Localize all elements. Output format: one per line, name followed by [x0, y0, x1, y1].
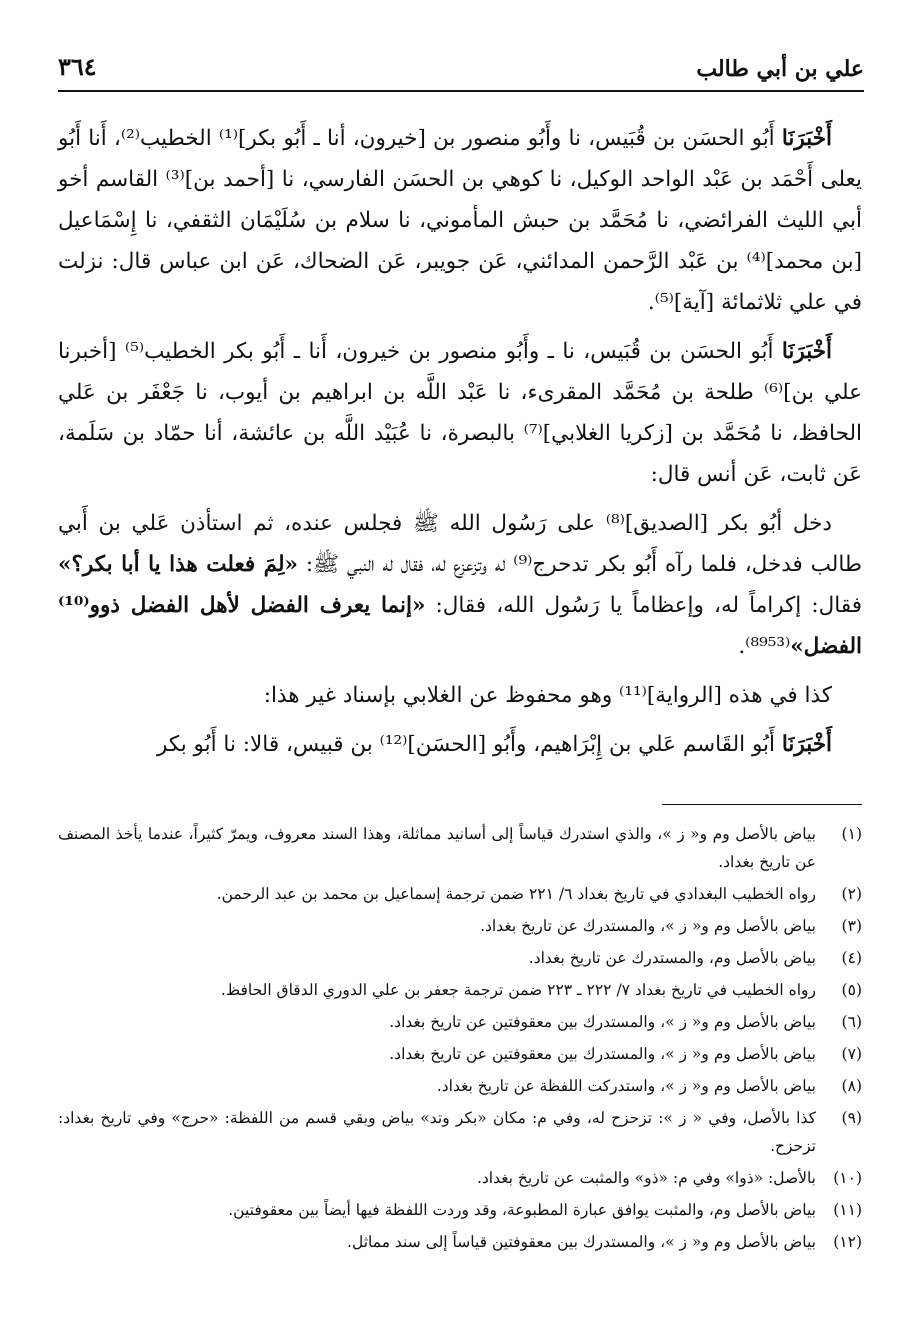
footnote-text: بياض بالأصل وم و« ز »، والذي استدرك قياساً إلى أسانيد مماثلة، وهذا السند معروف، ويمرّ كثيراً، عندما يأخذ المصنف عن تاريخ بغداد. — [58, 825, 816, 871]
paragraph-text: فقال: إكراماً له، وإعظاماً يا رَسُول الله، فقال: — [425, 593, 862, 618]
paragraph-4 — [58, 675, 862, 716]
footnote — [58, 1072, 862, 1100]
paragraph-1 — [58, 118, 862, 323]
footnote-text: بالأصل: «ذوا» وفي م: «ذو» والمثبت عن تاريخ بغداد. — [476, 1169, 816, 1187]
footnote — [58, 1228, 862, 1256]
page-number: ٣٦٤ — [58, 52, 97, 81]
footnote-text: بياض بالأصل وم، والمثبت يوافق عبارة المطبوعة، وقد وردت اللفظة فيها أيضاً بين معقوفتين. — [228, 1201, 816, 1219]
footnote-number: (٢) — [841, 885, 862, 903]
footnote-number: (١٠) — [833, 1169, 862, 1187]
footnote-text: بياض بالأصل وم و« ز »، واستدركت اللفظة عن تاريخ بغداد. — [436, 1077, 816, 1095]
footnote — [58, 820, 862, 876]
footnote — [58, 944, 862, 972]
footnote — [58, 1008, 862, 1036]
footnote-number: (٥) — [841, 981, 862, 999]
footnote-separator — [662, 804, 862, 805]
footnote-number: (١٢) — [833, 1233, 862, 1251]
footnote-text: رواه الخطيب في تاريخ بغداد ٧/ ٢٢٢ ـ ٢٢٣ ضمن ترجمة جعفر بن علي الدوري الدقاق الحافظ. — [220, 981, 816, 999]
paragraph-text: كذا في هذه [الرواية]⁽¹¹⁾ وهو محفوظ عن الغلابي بإسناد غير هذا: — [263, 683, 832, 708]
footnote-number: (١) — [841, 825, 862, 843]
footnote-text: بياض بالأصل وم و« ز »، والمستدرك بين معقوفتين قياساً إلى سند مماثل. — [347, 1233, 816, 1251]
footnote — [58, 1164, 862, 1192]
footnote — [58, 912, 862, 940]
footnote — [58, 1104, 862, 1160]
paragraph-text: أَبُو الحسَن بن قُبَيس، نا وأَبُو منصور بن [خيرون، أنا ـ أَبُو بكر]⁽¹⁾ الخطيب⁽²⁾، أَنا أَبُو يعلى أَحْمَد بن عَبْد الواحد الوكيل، نا كوهي بن الحسَن الفارسي، نا [أحمد بن]⁽³⁾ القاسم أخو أبي الليث الفرائضي، نا مُحَمَّد بن حبش المأموني، نا سلام بن سُلَيْمَان الثقفي، نا إِسْمَاعيل [بن محمد]⁽⁴⁾ بن عَبْد الرَّحمن المدائني، عَن جويبر، عَن الضحاك، عَن ابن عباس قال: نزلت في علي ثلاثمائة [آية]⁽⁵⁾. — [58, 126, 863, 315]
footnote — [58, 976, 862, 1004]
footnote-text: رواه الخطيب البغدادي في تاريخ بغداد ٦/ ٢٢١ ضمن ترجمة إسماعيل بن محمد بن عبد الرحمن. — [216, 885, 816, 903]
running-title: علي بن أبي طالب — [696, 56, 864, 82]
footnote-text: كذا بالأصل، وفي « ز »: تزحزح له، وفي م: مكان «بكر وتد» بياض وبقي قسم من اللفظة: «حرج» وفي تاريخ بغداد: تزحزح. — [58, 1109, 816, 1155]
footnote-number: (٦) — [841, 1013, 862, 1031]
footnote-number: (٣) — [841, 917, 862, 935]
footnote-text: بياض بالأصل وم و« ز »، والمستدرك بين معقوفتين عن تاريخ بغداد. — [389, 1013, 816, 1031]
paragraph-text: دخل أبُو بكر [الصديق]⁽⁸⁾ على رَسُول الله ﷺ فجلس عنده، ثم استأذن عَلي بن أَبي طالب فدخل، فلما رآه أَبُو بكر تدحرج⁽⁹⁾ له وتزعزع له، فقال له النبي ﷺ: — [58, 511, 862, 577]
paragraph-text: أَبُو الحسَن بن قُبَيس، نا ـ وأَبُو منصور بن خيرون، أَنا ـ أَبُو بكر الخطيب⁽⁵⁾ [أخبرنا علي بن]⁽⁶⁾ طلحة بن مُحَمَّد المقرىء، نا عَبْد اللَّه بن ابراهيم بن أيوب، نا جَعْفَر بن عَلي الحافظ، نا مُحَمَّد بن [زكريا الغلابي]⁽⁷⁾ بالبصرة، نا عُبَيْد اللَّه بن عائشة، أنا حمّاد بن سَلَمة، عَن ثابت، عَن أنس قال: — [58, 339, 862, 487]
footnote-number: (٩) — [841, 1109, 862, 1127]
running-header — [58, 44, 864, 92]
paragraph-3 — [58, 503, 862, 667]
footnote-number: (٨) — [841, 1077, 862, 1095]
footnote-text: بياض بالأصل وم و« ز »، والمستدرك بين معقوفتين عن تاريخ بغداد. — [389, 1045, 816, 1063]
paragraph-text: أَبُو القَاسم عَلي بن إِبْرَاهيم، وأَبُو [الحسَن]⁽¹²⁾ بن قبيس، قالا: نا أَبُو بكر — [156, 732, 782, 757]
isnad-lead: أَخْبَرَنَا — [781, 339, 832, 364]
footnote — [58, 1196, 862, 1224]
footnote-text: بياض بالأصل وم و« ز »، والمستدرك عن تاريخ بغداد. — [480, 917, 816, 935]
footnote-number: (٧) — [841, 1045, 862, 1063]
isnad-lead: أَخْبَرَنَا — [781, 126, 832, 151]
footnote — [58, 880, 862, 908]
paragraph-5 — [58, 724, 862, 765]
footnote-text: بياض بالأصل وم، والمستدرك عن تاريخ بغداد. — [528, 949, 816, 967]
footnote-number: (١١) — [833, 1201, 862, 1219]
paragraph-2 — [58, 331, 862, 495]
main-text — [58, 118, 862, 773]
hadith-quote: «إنما يعرف الفضل لأهل الفضل ذوو⁽¹⁰⁾ الفضل» — [58, 593, 862, 659]
hadith-quote: «لِمَ فعلت هذا يا أبا بكر؟» — [58, 552, 298, 577]
footnote — [58, 1040, 862, 1068]
footnotes — [58, 820, 862, 1260]
hadith-number: ⁽⁸⁹⁵³⁾. — [738, 634, 791, 659]
isnad-lead: أَخْبَرَنَا — [781, 732, 832, 757]
footnote-number: (٤) — [841, 949, 862, 967]
